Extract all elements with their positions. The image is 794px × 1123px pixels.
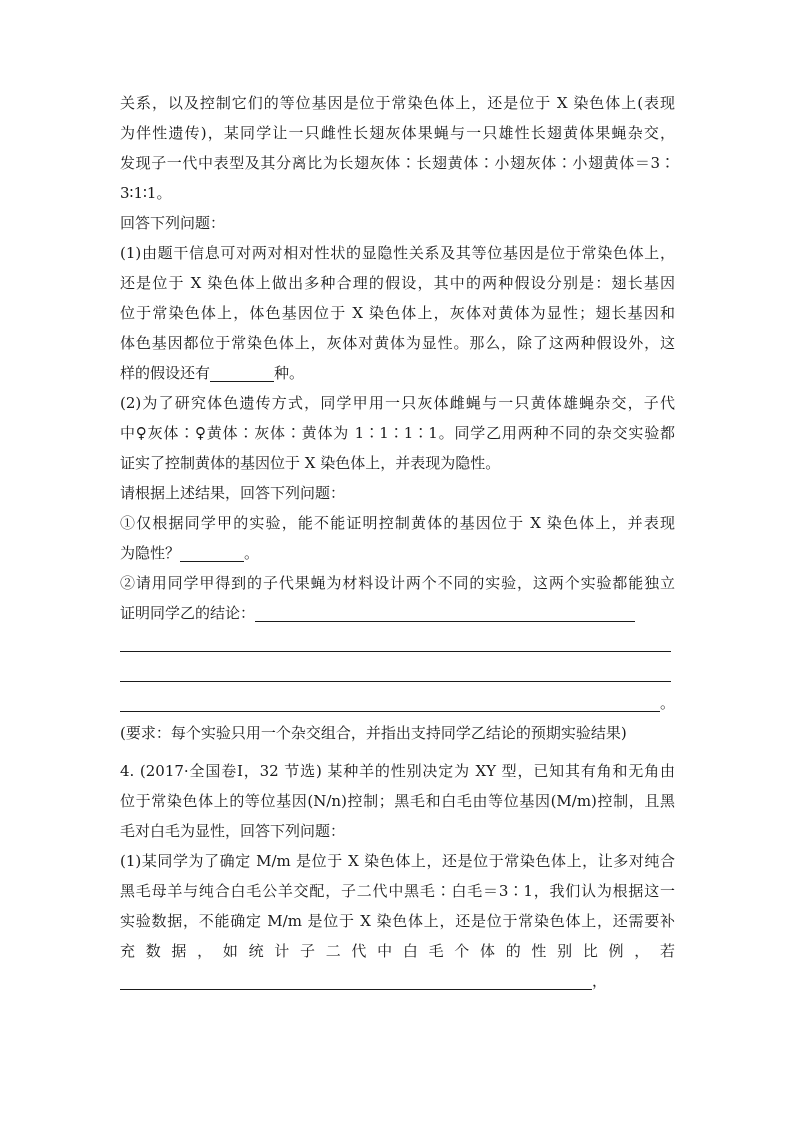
q4-1-answer-blank[interactable] bbox=[120, 971, 592, 990]
q1-answer-blank[interactable] bbox=[210, 363, 274, 382]
sub2-line-2 bbox=[120, 598, 675, 628]
document-page bbox=[120, 88, 675, 996]
sub1-line-2-text: 为隐性？ bbox=[120, 544, 181, 562]
spacer bbox=[120, 748, 675, 756]
sub1-line-2 bbox=[120, 538, 675, 568]
sub1-line-2-suffix: 。 bbox=[244, 544, 260, 562]
sub2-answer-blank-1[interactable] bbox=[255, 603, 635, 622]
q1-line-3: 位于常染色体上，体色基因位于 X 染色体上，灰体对黄体为显性；翅长基因和 bbox=[120, 304, 675, 322]
q4-1-answer-line bbox=[120, 966, 675, 996]
sub1-answer-blank[interactable] bbox=[180, 543, 244, 562]
sub2-answer-line-3[interactable] bbox=[120, 658, 675, 688]
intro-line-2: 为伴性遗传)，某同学让一只雌性长翅灰体果蝇与一只雄性长翅黄体果蝇杂交， bbox=[120, 124, 675, 142]
q4-1-end-mark: ， bbox=[592, 972, 608, 990]
requirement-note: (要求：每个实验只用一个杂交组合，并指出支持同学乙结论的预期实验结果) bbox=[120, 724, 627, 742]
q4-1-line-4: 充数据，如统计子二代中白毛个体的性别比例，若 bbox=[120, 942, 675, 960]
q1-line-5-text: 样的假设还有 bbox=[120, 364, 211, 382]
q2-line-3: 证实了控制黄体的基因位于 X 染色体上，并表现为隐性。 bbox=[120, 454, 501, 472]
q1-line-2: 还是位于 X 染色体上做出多种合理的假设，其中的两种假设分别是：翅长基因 bbox=[120, 274, 675, 292]
sub2-answer-line-4 bbox=[120, 688, 675, 718]
sub1-line-1: ①仅根据同学甲的实验，能不能证明控制黄体的基因位于 X 染色体上，并表现 bbox=[120, 514, 675, 532]
sub2-answer-blank-4[interactable] bbox=[120, 693, 660, 712]
q4-line-3: 毛对白毛为显性，回答下列问题： bbox=[120, 822, 346, 840]
sub2-answer-rule-2 bbox=[120, 651, 671, 652]
sub2-end-mark: 。 bbox=[660, 694, 675, 712]
intro-line-1: 关系，以及控制它们的等位基因是位于常染色体上，还是位于 X 染色体上(表现 bbox=[120, 94, 675, 112]
q1-line-5-suffix: 种。 bbox=[274, 364, 305, 382]
sub2-answer-rule-3 bbox=[120, 681, 671, 682]
q1-line-1: (1)由题干信息可对两对相对性状的显隐性关系及其等位基因是位于常染色体上， bbox=[120, 244, 675, 262]
q4-1-line-3: 实验数据，不能确定 M/m 是位于 X 染色体上，还是位于常染色体上，还需要补 bbox=[120, 912, 675, 930]
q2-line-1: (2)为了研究体色遗传方式，同学甲用一只灰体雌蝇与一只黄体雄蝇杂交，子代 bbox=[120, 394, 675, 412]
sub2-answer-line-2[interactable] bbox=[120, 628, 675, 658]
q4-1-line-2: 黑毛母羊与纯合白毛公羊交配，子二代中黑毛∶白毛＝3∶1，我们认为根据这一 bbox=[120, 882, 675, 900]
intro-line-3: 发现子一代中表型及其分离比为长翅灰体∶长翅黄体∶小翅灰体∶小翅黄体＝3∶ bbox=[120, 154, 675, 172]
q1-line-5 bbox=[120, 358, 675, 388]
q1-line-4: 体色基因都位于常染色体上，灰体对黄体为显性。那么，除了这两种假设外，这 bbox=[120, 334, 675, 352]
q4-line-1: 4. (2017·全国卷Ⅰ，32 节选) 某种羊的性别决定为 XY 型，已知其有角和无角由 bbox=[120, 762, 675, 780]
intro-line-4: 3∶1∶1。 bbox=[120, 184, 172, 202]
prompt-answer-questions: 回答下列问题： bbox=[120, 214, 226, 232]
sub2-line-1: ②请用同学甲得到的子代果蝇为材料设计两个不同的实验，这两个实验都能独立 bbox=[120, 574, 675, 592]
sub2-line-2-text: 证明同学乙的结论： bbox=[120, 604, 256, 622]
prompt-based-on-results: 请根据上述结果，回答下列问题： bbox=[120, 484, 346, 502]
q4-1-line-1: (1)某同学为了确定 M/m 是位于 X 染色体上，还是位于常染色体上，让多对纯合 bbox=[120, 852, 675, 870]
q4-line-2: 位于常染色体上的等位基因(N/n)控制；黑毛和白毛由等位基因(M/m)控制，且黑 bbox=[120, 792, 675, 810]
q2-line-2: 中♀灰体∶♀黄体∶灰体∶黄体为 1∶1∶1∶1。同学乙用两种不同的杂交实验都 bbox=[120, 424, 675, 442]
